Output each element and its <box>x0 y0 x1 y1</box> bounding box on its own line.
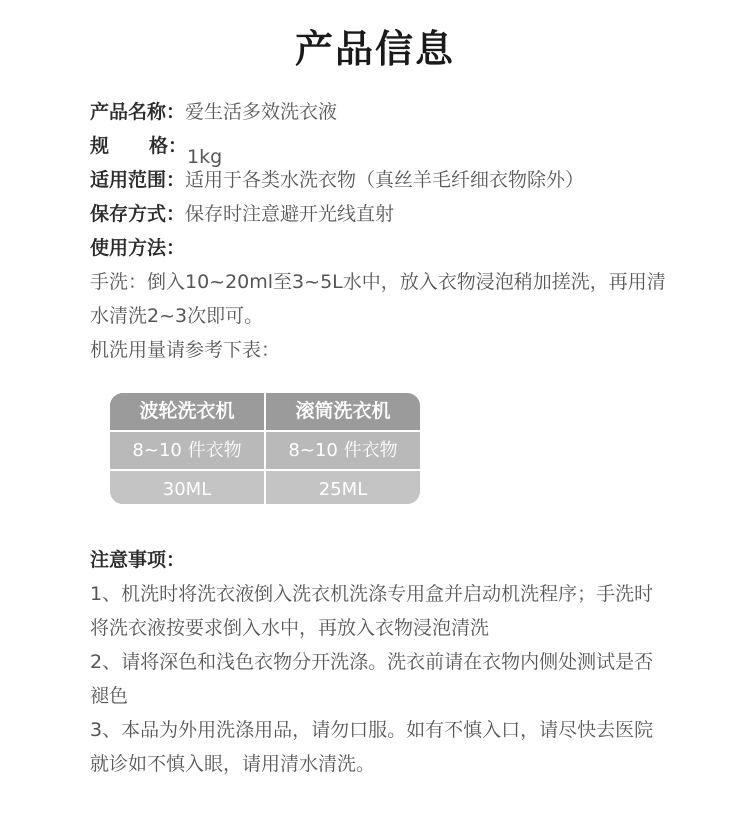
table-header-cell: 滚筒洗衣机 <box>264 393 420 430</box>
hand-wash-text: 手洗：倒入10~20ml至3~5L水中，放入衣物浸泡稍加搓洗，再用清水清洗2~3次即可。 <box>90 271 666 327</box>
scope-value: 适用于各类水洗衣物（真丝羊毛纤细衣物除外） <box>185 169 585 191</box>
table-cell: 25ML <box>264 471 420 504</box>
spec-label-second: 格： <box>148 135 187 157</box>
table-row <box>110 469 420 504</box>
spec-row <box>90 129 670 168</box>
scope-row <box>90 163 670 197</box>
product-name-value: 爱生活多效洗衣液 <box>185 101 338 123</box>
notes-item: 3、本品为外用洗涤用品，请勿口服。如有不慎入口，请尽快去医院就诊如不慎入眼，请用清水清洗。 <box>90 719 654 775</box>
usage-label: 使用方法： <box>90 237 186 259</box>
machine-intro-text: 机洗用量请参考下表： <box>90 339 281 361</box>
table-row <box>110 430 420 469</box>
storage-label: 保存方式： <box>90 203 186 225</box>
table-cell: 30ML <box>162 479 212 500</box>
table-cell: 8~10 件衣物 <box>132 440 242 461</box>
scope-label: 适用范围： <box>90 169 186 191</box>
product-name-label: 产品名称： <box>90 101 186 123</box>
notes-title: 注意事项： <box>90 549 186 571</box>
table-header-row <box>110 393 420 430</box>
product-name-row <box>90 95 670 129</box>
storage-row <box>90 197 670 231</box>
spec-value: 1kg <box>187 146 223 168</box>
storage-value: 保存时注意避开光线直射 <box>185 203 395 225</box>
notes-section <box>90 543 670 781</box>
dosage-table <box>110 393 420 504</box>
usage-row <box>90 231 670 265</box>
spec-label-first: 规 <box>90 135 110 157</box>
table-header-cell: 波轮洗衣机 <box>139 400 235 422</box>
product-info <box>90 95 670 367</box>
table-cell: 8~10 件衣物 <box>264 432 420 469</box>
page-title: 产品信息 <box>294 27 455 71</box>
notes-item: 2、请将深色和浅色衣物分开洗涤。洗衣前请在衣物内侧处测试是否褪色 <box>90 651 654 707</box>
spec-label <box>90 129 187 163</box>
notes-item: 1、机洗时将洗衣液倒入洗衣机洗涤专用盒并启动机洗程序；手洗时将洗衣液按要求倒入水中，再放入衣物浸泡清洗 <box>90 583 654 639</box>
